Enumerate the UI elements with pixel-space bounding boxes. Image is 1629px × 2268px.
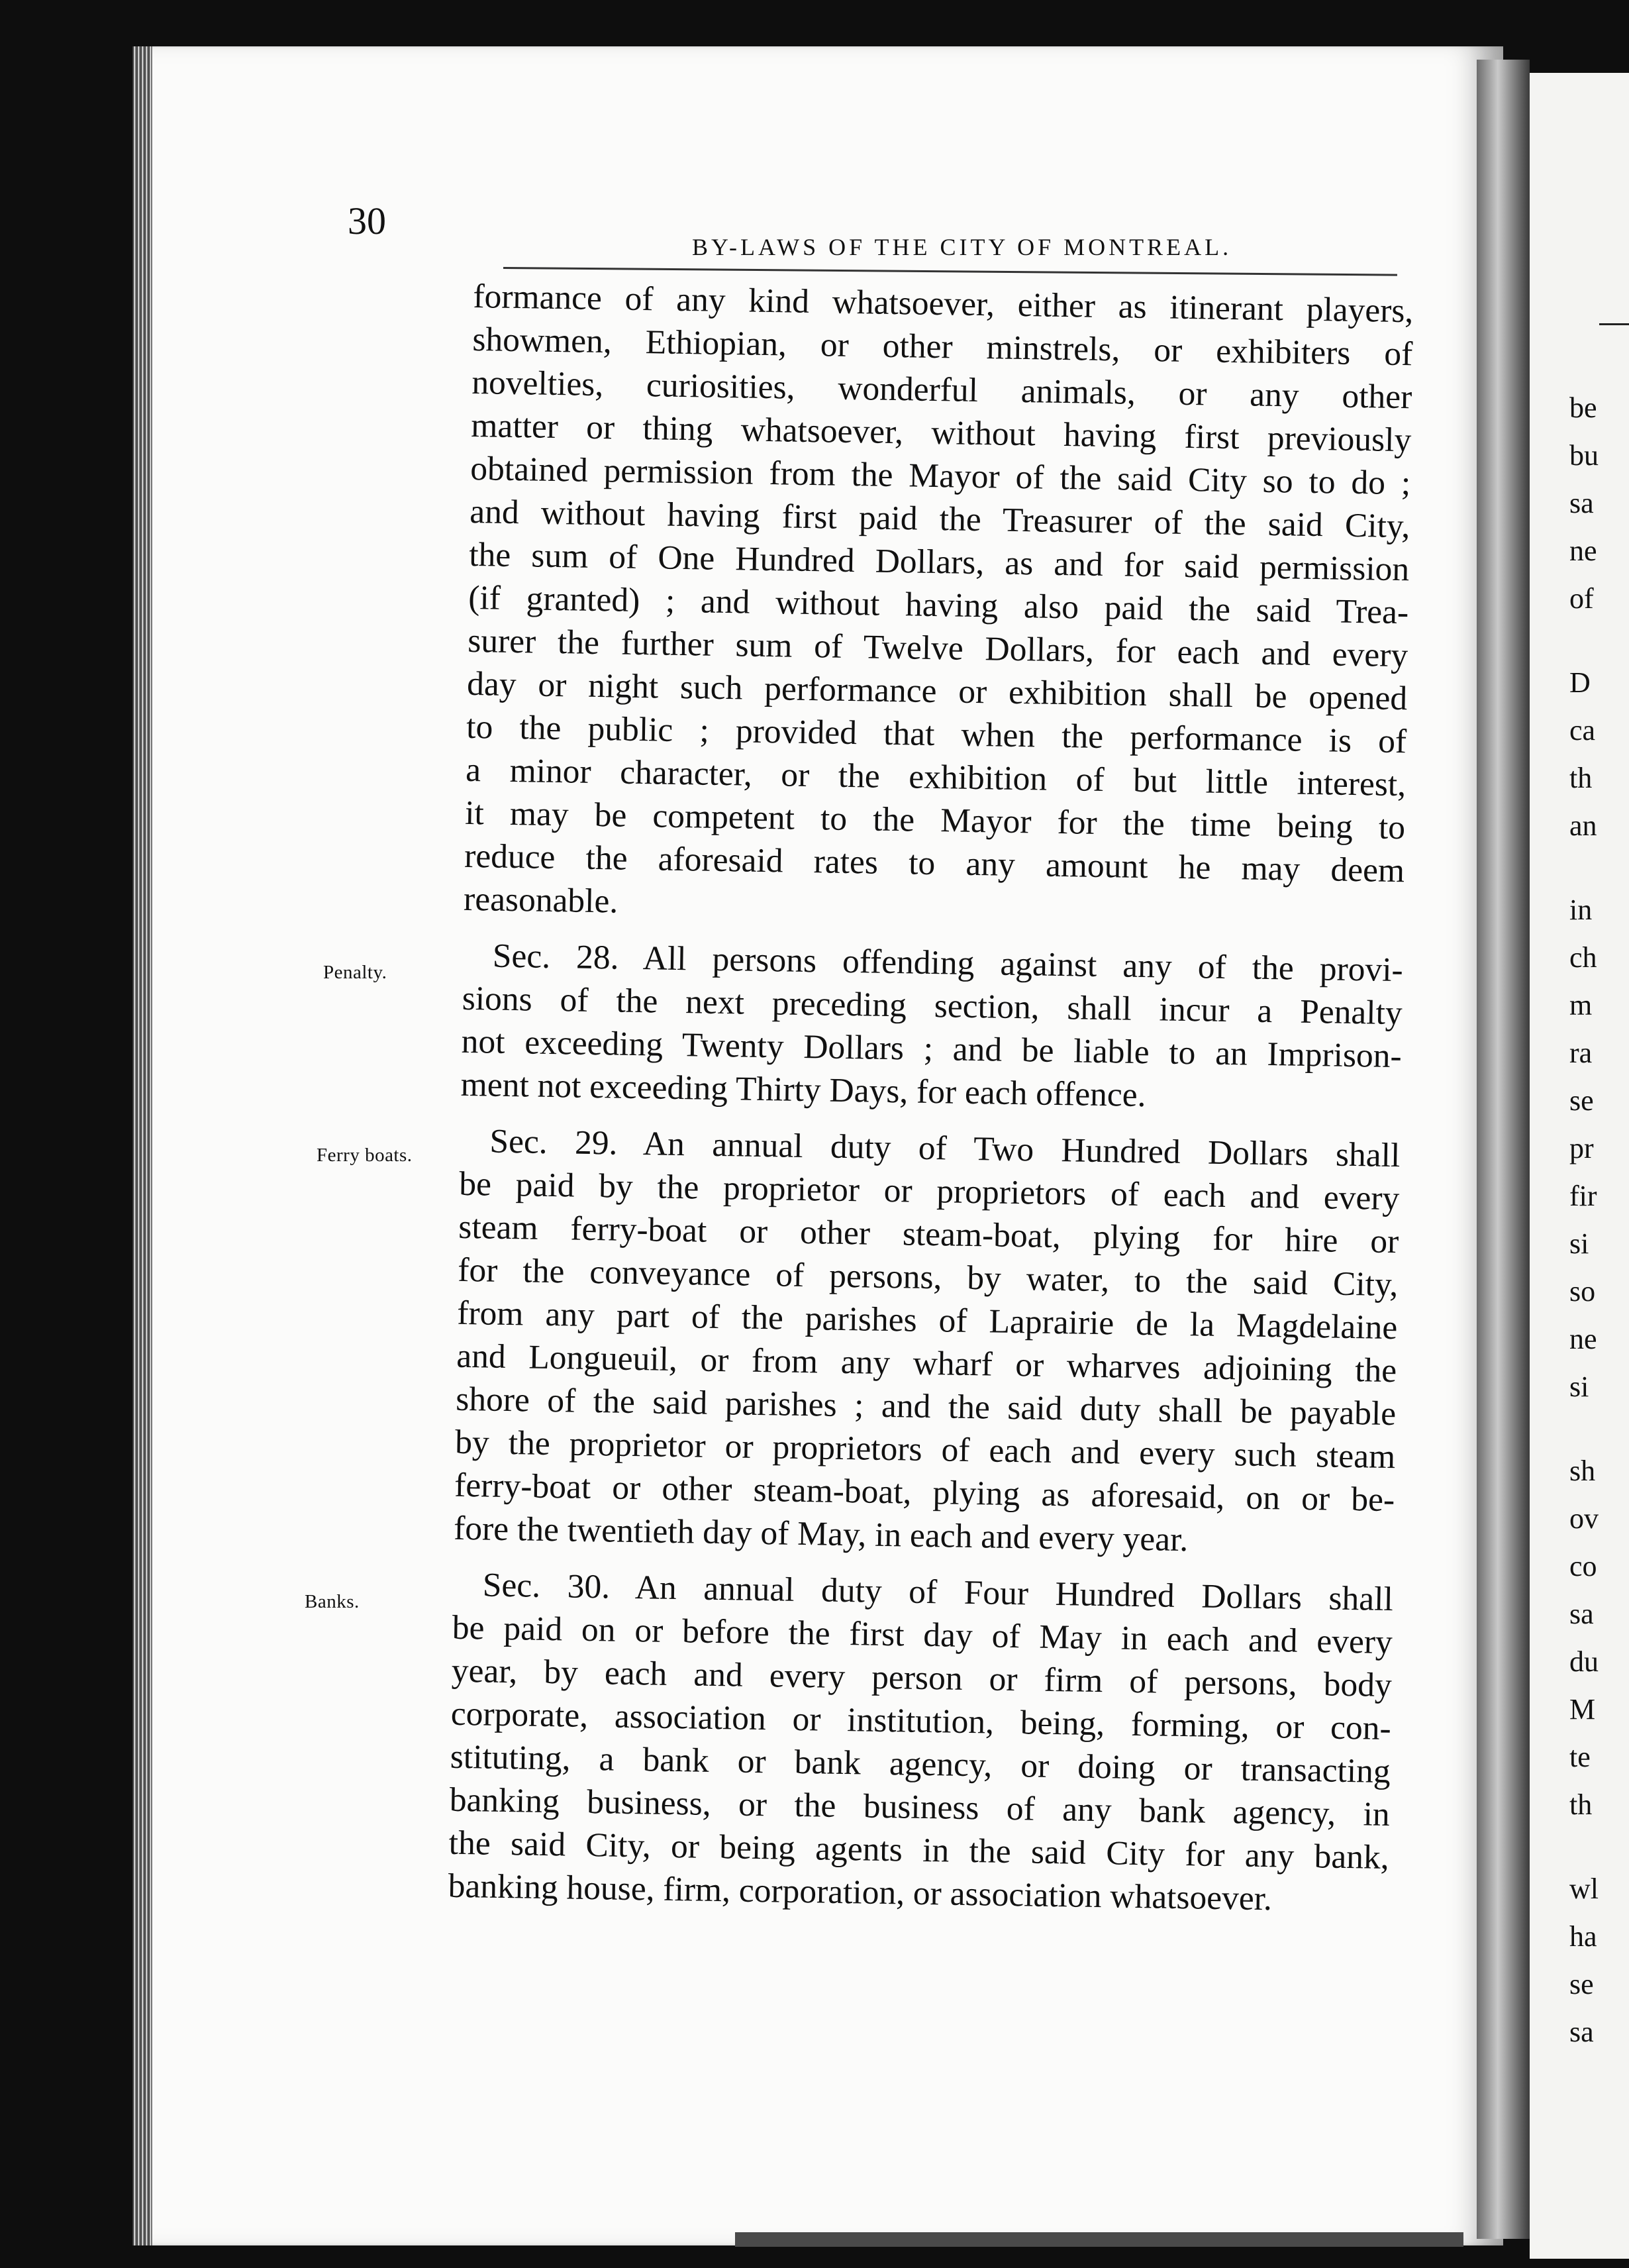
facing-page-fragment: m (1569, 989, 1593, 1021)
facing-page (1530, 73, 1629, 2259)
text-line: Sec. 30. An annual duty of Four Hundred Dollars shall (482, 1566, 1394, 1619)
text-line: not exceeding Twenty Dollars ; and be liable to an Imprison- (461, 1022, 1403, 1076)
book-gutter (1477, 60, 1530, 2239)
facing-page-fragment: se (1569, 1084, 1594, 1117)
text-line: ferry-boat or other steam-boat, plying as aforesaid, on or be- (454, 1466, 1395, 1520)
text-line: reduce the aforesaid rates to any amount he may deem (464, 837, 1405, 890)
facing-page-fragment: ha (1569, 1920, 1597, 1953)
text-line: and without having first paid the Treasurer of the said City, (469, 492, 1410, 546)
text-line: formance of any kind whatsoever, either as itinerant players, (473, 277, 1414, 331)
facing-page-fragment: pr (1569, 1132, 1594, 1164)
text-line: matter or thing whatsoever, without having first previously (470, 406, 1412, 460)
facing-page-fragment: th (1569, 1788, 1593, 1821)
page-number: 30 (348, 199, 386, 242)
text-line: the said City, or being agents in the said City for any bank, (448, 1824, 1390, 1877)
text-line: corporate, association or institution, being, forming, or con- (450, 1694, 1392, 1748)
facing-page-fragment: fir (1569, 1180, 1597, 1212)
bottom-page-edge (735, 2232, 1463, 2247)
facing-page-fragment: be (1569, 391, 1597, 424)
facing-page-fragment: sh (1569, 1455, 1596, 1487)
text-line: surer the further sum of Twelve Dollars, for each and every (467, 621, 1408, 675)
facing-page-fragment: an (1569, 809, 1597, 842)
margin-note-ferry-boats: Ferry boats. (317, 1145, 413, 1166)
facing-page-fragment: in (1569, 894, 1593, 926)
paragraph (454, 1119, 1401, 1565)
running-title: BY-LAWS OF THE CITY OF MONTREAL. (692, 234, 1232, 260)
text-line: steam ferry-boat or other steam-boat, plying for hire or (458, 1208, 1399, 1261)
text-line: showmen, Ethiopian, or other minstrels, or exhibiters of (472, 320, 1413, 374)
text-line: to the public ; provided that when the performance is of (466, 707, 1407, 761)
text-line: stituting, a bank or bank agency, or doing or transacting (450, 1737, 1391, 1791)
text-line: novelties, curiosities, wonderful animals, or any other (471, 363, 1412, 417)
text-line: obtained permission from the Mayor of the said City so to do ; (469, 449, 1411, 503)
text-line: it may be competent to the Mayor for the time being to (464, 794, 1406, 847)
facing-page-fragment: wl (1569, 1873, 1599, 1905)
margin-note-banks: Banks. (305, 1591, 360, 1612)
text-line: banking business, or the business of any bank agency, in (449, 1780, 1391, 1834)
facing-page-fragment: se (1569, 1968, 1594, 2000)
text-line: and Longueuil, or from any wharf or wharves adjoining the (456, 1337, 1397, 1390)
text-line: reasonable. (463, 880, 618, 921)
facing-page-fragment: ra (1569, 1037, 1593, 1069)
text-line: a minor character, or the exhibition of but little interest, (465, 750, 1407, 804)
facing-page-fragment: ca (1569, 714, 1596, 747)
facing-page-fragment: ov (1569, 1502, 1599, 1535)
text-line: the sum of One Hundred Dollars, as and for said permission (468, 535, 1410, 589)
facing-page-fragment: co (1569, 1550, 1597, 1582)
facing-page-fragment: si (1569, 1370, 1589, 1403)
paragraph (448, 1563, 1393, 1922)
text-line: banking house, firm, corporation, or association whatsoever. (448, 1867, 1273, 1918)
facing-page-fragment: bu (1569, 439, 1599, 472)
text-line: ment not exceeding Thirty Days, for each offence. (460, 1065, 1146, 1115)
facing-page-fragment: sa (1569, 2016, 1594, 2048)
text-line: be paid by the proprietor or proprietors of each and every (458, 1164, 1400, 1218)
facing-page-fragment: ch (1569, 941, 1597, 974)
text-line: fore the twentieth day of May, in each and every year. (453, 1509, 1189, 1559)
text-line: shore of the said parishes ; and the said duty shall be payable (455, 1380, 1397, 1433)
text-line: year, by each and every person or firm of persons, body (451, 1651, 1393, 1705)
facing-page-fragment: th (1569, 762, 1593, 794)
text-line: Sec. 29. An annual duty of Two Hundred Dollars shall (489, 1122, 1401, 1175)
facing-page-fragment: ne (1569, 1323, 1597, 1355)
facing-page-fragment: D (1569, 666, 1591, 699)
facing-page-fragment: so (1569, 1275, 1596, 1308)
facing-page-fragment: of (1569, 582, 1594, 615)
facing-page-fragment: sa (1569, 487, 1594, 519)
body-text (448, 275, 1414, 1935)
facing-page-rule (1599, 323, 1629, 325)
text-line: from any part of the parishes of Laprairie de la Magdelaine (456, 1294, 1398, 1347)
facing-page-fragment: te (1569, 1741, 1591, 1773)
text-line: Sec. 28. All persons offending against any of the provi- (492, 937, 1404, 990)
text-line: be paid on or before the first day of May in each and every (452, 1608, 1393, 1662)
text-line: day or night such performance or exhibition shall be opened (466, 664, 1408, 718)
page-edge-binding (132, 46, 152, 2245)
facing-page-fragment: du (1569, 1645, 1599, 1678)
text-line: for the conveyance of persons, by water, to the said City, (457, 1251, 1399, 1304)
facing-page-fragment: ne (1569, 535, 1597, 567)
text-line: by the proprietor or proprietors of each and every such steam (454, 1423, 1396, 1476)
facing-page-fragment: si (1569, 1227, 1589, 1260)
facing-page-fragment: M (1569, 1693, 1596, 1726)
text-line: (if granted) ; and without having also paid the said Trea- (468, 578, 1409, 632)
margin-note-penalty: Penalty. (323, 962, 387, 983)
paragraph (460, 934, 1403, 1121)
paragraph (464, 275, 1414, 935)
facing-page-fragment: sa (1569, 1598, 1594, 1630)
text-line: sions of the next preceding section, shall incur a Penalty (462, 979, 1403, 1033)
